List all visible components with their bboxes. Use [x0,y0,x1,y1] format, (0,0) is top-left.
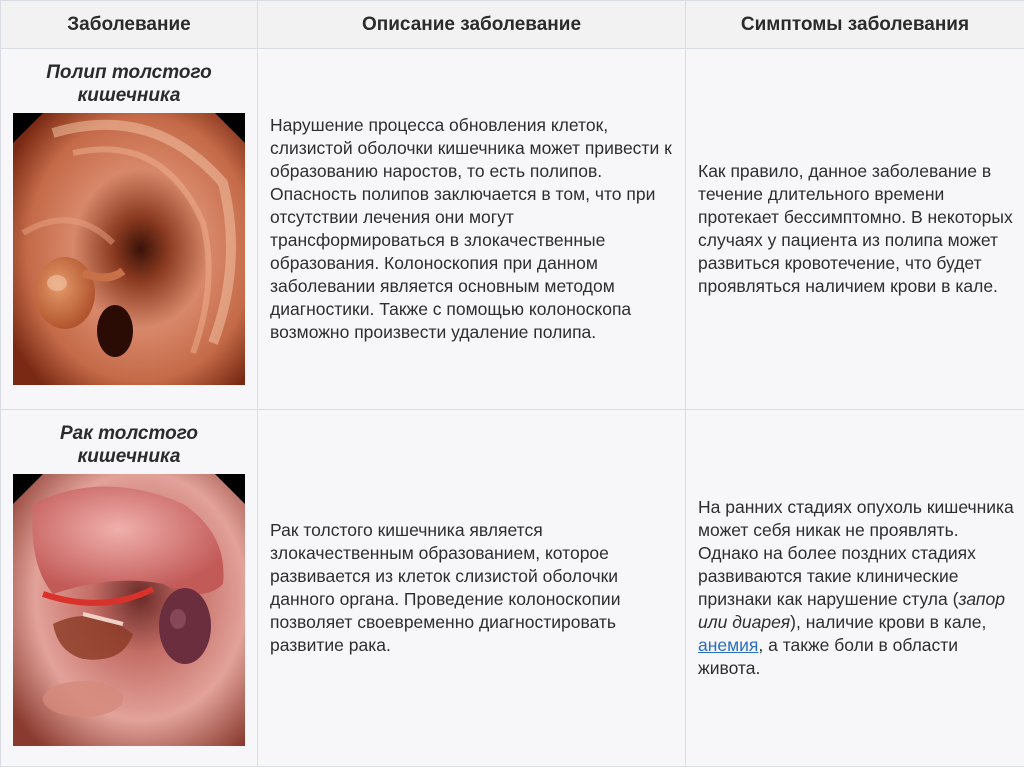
header-symptoms: Симптомы заболевания [686,1,1024,49]
disease-name-line: кишечника [77,85,181,106]
symptoms-cell [686,410,1024,767]
disease-name-line: Рак толстого [59,423,199,444]
disease-name [1,422,257,468]
symptoms-cell [686,49,1024,410]
disease-name-line: Полип толстого [46,62,212,83]
header-disease: Заболевание [1,1,258,49]
disease-cell [1,49,258,410]
disease-name-line: кишечника [77,446,181,467]
header-row [1,1,1024,49]
symptoms-text: ), наличие крови в кале, [790,612,987,632]
description-cell [258,49,686,410]
symptoms-italic: запор или диарея [698,589,1006,632]
table-row [1,410,1024,767]
disease-cell [1,410,258,767]
table-row [1,49,1024,410]
disease-description: Рак толстого кишечника является злокачественным образованием, которое развивается из клеток слизистой оболочки данного органа. Проведение колоноскопии позволяет своевременно диагностировать развитие рака. [270,520,621,655]
cancer-endoscopy-image [13,474,245,746]
polyp-endoscopy-image [13,113,245,385]
header-description: Описание заболевание [258,1,686,49]
disease-description: Нарушение процесса обновления клеток, слизистой оболочки кишечника может привести к образованию наростов, то есть полипов. Опасность полипов заключается в том, что при отсутствии лечения они могут трансформироваться в злокачественные образования. Колоноскопия при данном заболевании является основным методом диагностики. Также с помощью колоноскопа возможно произвести удаление полипа. [270,115,672,342]
disease-symptoms [698,496,1014,680]
symptoms-text: , а также боли в области живота. [698,635,959,678]
disease-name [1,61,257,107]
disease-symptoms: Как правило, данное заболевание в течение длительного времени протекает бессимптомно. В некоторых случаях у пациента из полипа может развиться кровотечение, что будет проявляться наличием крови в кале. [698,161,1013,296]
anemia-link[interactable]: анемия [698,635,759,655]
description-cell [258,410,686,767]
symptoms-text: На ранних стадиях опухоль кишечника может себя никак не проявлять. Однако на более поздних стадиях развиваются такие клинические признаки как нарушение стула ( [698,497,1014,609]
